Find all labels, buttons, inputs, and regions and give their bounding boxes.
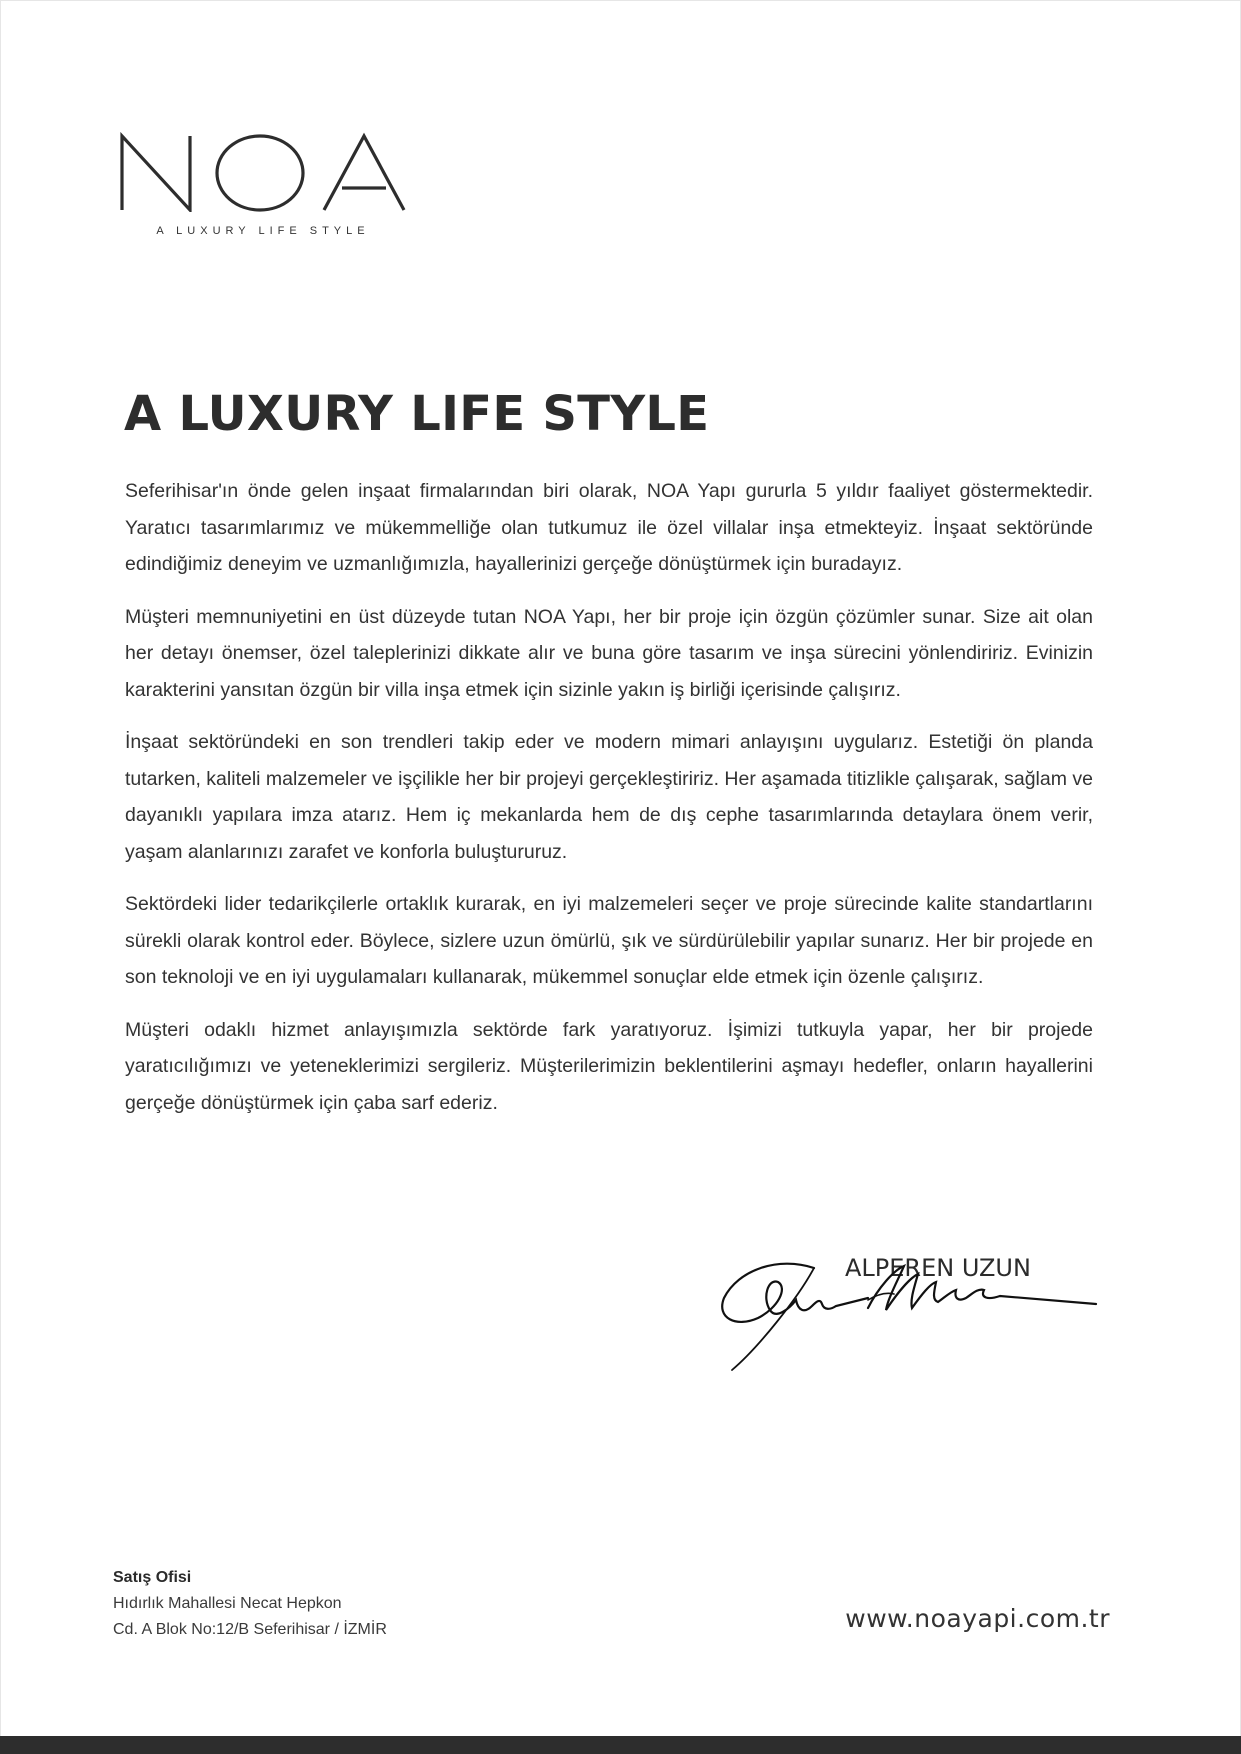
paragraph: Müşteri memnuniyetini en üst düzeyde tutan NOA Yapı, her bir proje için özgün çözümler sunar. Size ait olan her detayı önemser, özel taleplerinizi dikkate alır ve buna göre tasarım ve inşa sürecini yönlendiririz. Evinizin karakterini yansıtan özgün bir villa inşa etmek için sizinle yakın iş birliği içerisinde çalışırız. — [125, 605, 1093, 701]
footer-address — [113, 1565, 387, 1643]
body-text — [125, 473, 1093, 1137]
signer-name: ALPEREN UZUN — [845, 1254, 1031, 1282]
address-line: Cd. A Blok No:12/B Seferihisar / İZMİR — [113, 1621, 387, 1638]
paragraph: Sektördeki lider tedarikçilerle ortaklık kurarak, en iyi malzemeleri seçer ve proje sürecinde kalite standartlarını sürekli olarak kontrol eder. Böylece, sizlere uzun ömürlü, şık ve sürdürülebilir yapılar sunarız. Her bir projede en son teknoloji ve en iyi uygulamaları kullanarak, mükemmel sonuçlar elde etmek için özenle çalışırız. — [125, 893, 1093, 988]
page-heading: A LUXURY LIFE STYLE — [124, 386, 710, 442]
website-link[interactable]: www.noayapi.com.tr — [845, 1604, 1110, 1633]
noa-logo — [118, 132, 408, 244]
paragraph: İnşaat sektöründeki en son trendleri takip eder ve modern mimari anlayışını uygularız. Estetiği ön planda tutarken, kaliteli malzemeler ve işçilikle her bir projeyi gerçekleştiririz. Her aşamada titizlikle çalışarak, sağlam ve dayanıklı yapılara imza atarız. Hem iç mekanlarda hem de dış cephe tasarımlarında detaylara önem verir, yaşam alanlarınızı zarafet ve konforla buluştururuz. — [125, 731, 1093, 863]
address-line: Hıdırlık Mahallesi Necat Hepkon — [113, 1595, 342, 1612]
paragraph: Seferihisar'ın önde gelen inşaat firmalarından biri olarak, NOA Yapı gururla 5 yıldır faaliyet göstermektedir. Yaratıcı tasarımlarımız ve mükemmelliğe olan tutkumuz ile özel villalar inşa etmekteyiz. İnşaat sektöründe edindiğimiz deneyim ve uzmanlığımızla, hayallerinizi gerçeğe dönüştürmek için buradayız. — [125, 480, 1093, 575]
noa-logo-mark — [118, 132, 408, 212]
paragraph: Müşteri odaklı hizmet anlayışımızla sektörde fark yaratıyoruz. İşimizi tutkuyla yapar, her bir projede yaratıcılığımızı ve yeteneklerimizi sergileriz. Müşterilerimizin beklentilerini aşmayı hedefler, onların hayallerini gerçeğe dönüştürmek için çaba sarf ederiz. — [125, 1018, 1093, 1114]
logo-tagline: A LUXURY LIFE STYLE — [156, 225, 370, 237]
handwritten-signature — [718, 1248, 1098, 1378]
bottom-bar — [0, 1736, 1241, 1754]
office-title: Satış Ofisi — [113, 1569, 192, 1586]
